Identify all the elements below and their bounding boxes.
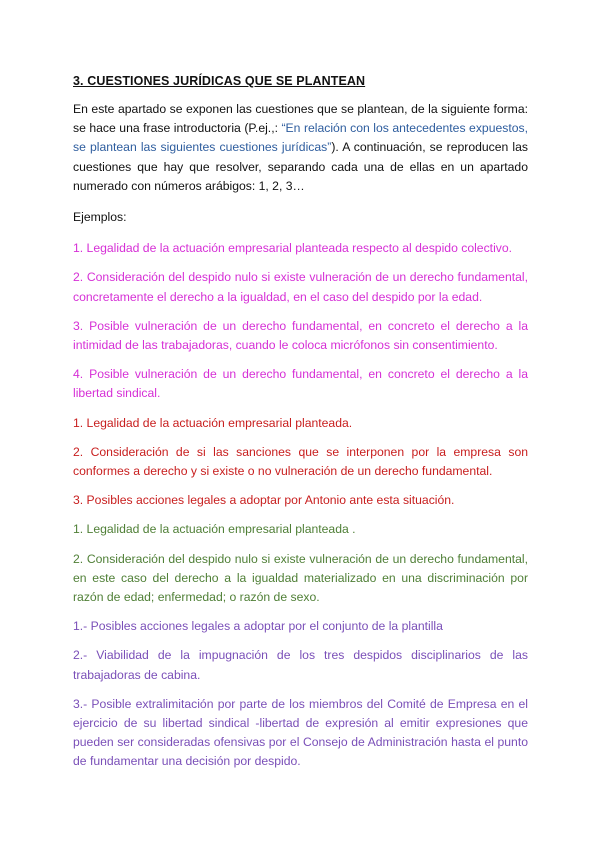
intro-paragraph (73, 100, 528, 196)
red-item-2: 2. Consideración de si las sanciones que se interponen por la empresa son conformes a derecho y si existe o no vulneración de un derecho fundamental. (73, 444, 528, 479)
green-item-1: 1. Legalidad de la actuación empresarial planteada . (73, 522, 356, 537)
intro-text-after: ). A continuación, se reproducen las cuestiones que hay que resolver, separando cada una de ellas en un apartado numerado con números arábigos: 1, 2, 3… (73, 140, 529, 193)
intro-quote: “En relación con los antecedentes expuestos, se plantean las siguientes cuestiones jurídicas” (73, 121, 528, 155)
magenta-item-2: 2. Consideración del despido nulo si existe vulneración de un derecho fundamental, concretamente el derecho a la igualdad, en el caso del despido por la edad. (73, 270, 528, 304)
section-heading: 3. CUESTIONES JURÍDICAS QUE SE PLANTEAN (73, 74, 366, 88)
purple-item-1: 1.- Posibles acciones legales a adoptar por el conjunto de la plantilla (73, 619, 443, 634)
intro-text-before: En este apartado se exponen las cuestiones que se plantean, de la siguiente forma: se hace una frase introductoria (P.ej.,: (73, 102, 528, 136)
green-item-2: 2. Consideración del despido nulo si existe vulneración de un derecho fundamental, en este caso del derecho a la igualdad materializado en una discriminación por razón de edad; enfermedad; o razón de sexo. (73, 551, 528, 605)
red-item-3: 3. Posibles acciones legales a adoptar por Antonio ante esta situación. (73, 493, 455, 508)
purple-item-3: 3.- Posible extralimitación por parte de los miembros del Comité de Empresa en el ejercicio de su libertad sindical -libertad de expresión al emitir expresiones que pueden ser consideradas ofensivas por el Consejo de Administración hasta el punto de fundamentar una decisión por despido. (73, 696, 528, 769)
magenta-item-3: 3. Posible vulneración de un derecho fundamental, en concreto el derecho a la intimidad de las trabajadoras, cuando le coloca micrófonos sin consentimiento. (73, 318, 528, 353)
examples-label: Ejemplos: (73, 210, 127, 225)
purple-item-2: 2.- Viabilidad de la impugnación de los tres despidos disciplinarios de las trabajadoras de cabina. (73, 648, 528, 682)
red-item-1: 1. Legalidad de la actuación empresarial planteada. (73, 415, 353, 430)
magenta-item-4: 4. Posible vulneración de un derecho fundamental, en concreto el derecho a la libertad sindical. (73, 367, 528, 401)
magenta-item-1: 1. Legalidad de la actuación empresarial planteada respecto al despido colectivo. (73, 241, 513, 256)
